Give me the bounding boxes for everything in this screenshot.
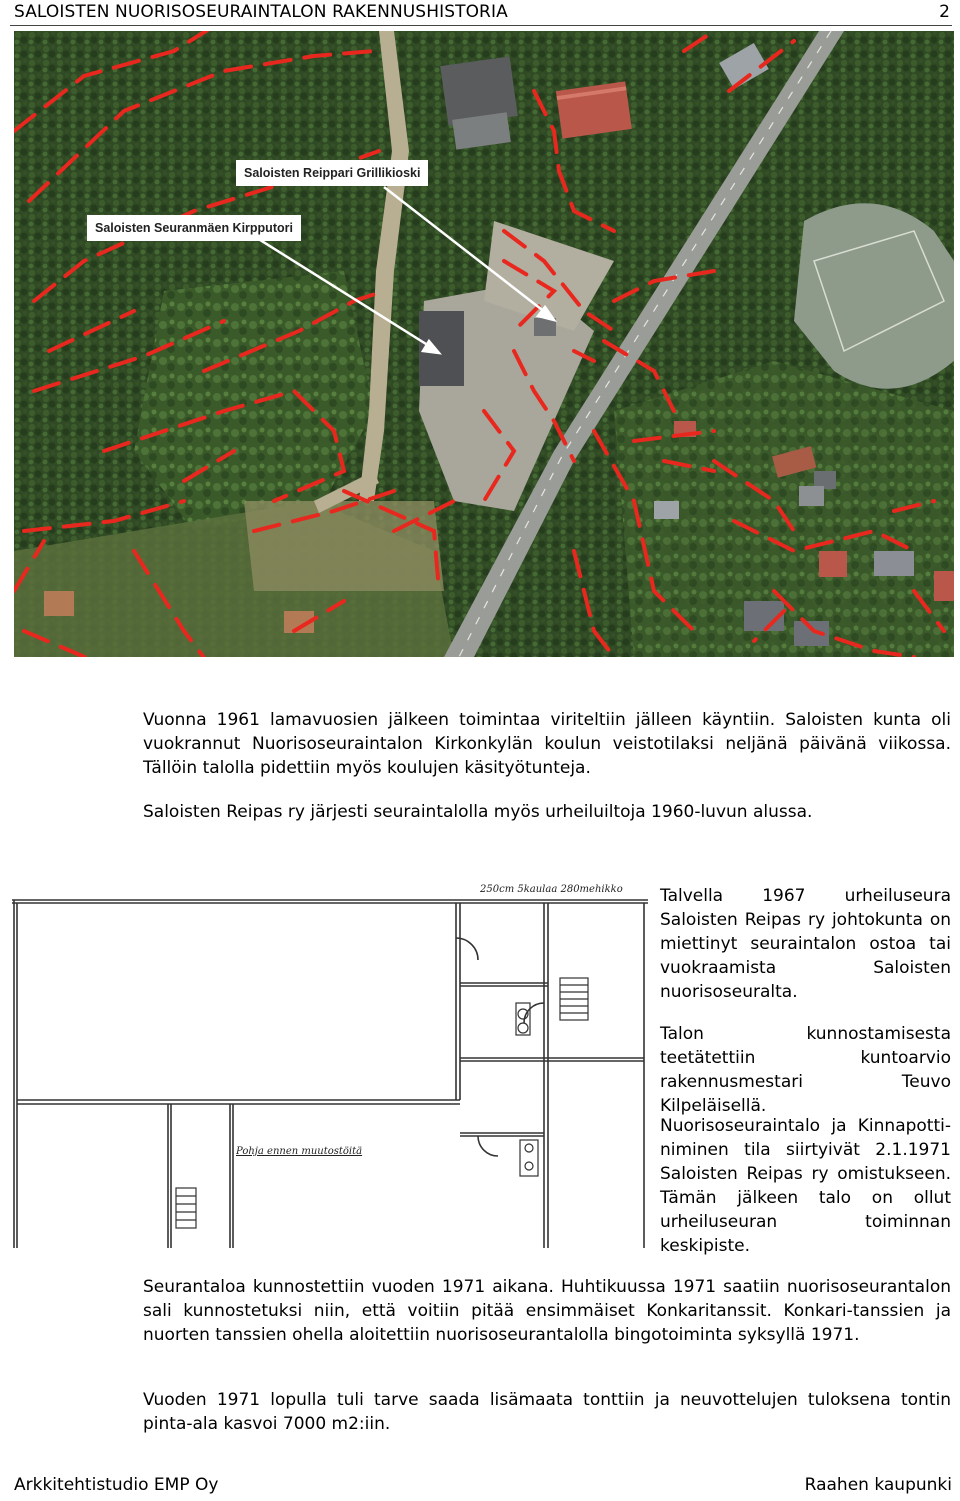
intro-paragraph-2-text: Saloisten Reipas ry järjesti seuraintalolla myös urheiluiltoja 1960-luvun alussa.	[143, 802, 813, 822]
side-paragraph-3: Nuorisoseuraintalo ja Kinnapotti-niminen tila siirtyivät 2.1.1971 Saloisten Reipas ry omistukseen. Tämän jälkeen talo on ollut urheiluseuran toiminnan keskipiste.	[660, 1116, 951, 1256]
side-paragraph-2: Talon kunnostamisesta teetätettiin kuntoarvio rakennusmestari Teuvo Kilpeläisellä.	[660, 1024, 951, 1116]
floor-plan-drawing	[8, 878, 648, 1253]
intro-paragraph-1-text: Vuonna 1961 lamavuosien jälkeen toimintaa viriteltiin jälleen käyntiin. Saloisten kunta oli vuokrannut Nuorisoseuraintalon Kirkonkylän koulun veistotilaksi neljänä päivänä viikossa. Tällöin talolla pidettiin myös koulujen käsityötunteja.	[143, 710, 951, 778]
floor-plan-svg	[8, 878, 648, 1253]
map-label-grillikioski: Saloisten Reippari Grillikioski	[236, 160, 428, 186]
floor-plan-title: Pohja ennen muutostöitä	[236, 1146, 363, 1157]
body-paragraph-2: Vuoden 1971 lopulla tuli tarve saada lisämaata tonttiin ja neuvottelujen tuloksena tontin pinta-ala kasvoi 7000 m2:iin.	[143, 1390, 951, 1434]
map-label-kirpputori: Saloisten Seuranmäen Kirpputori	[87, 215, 301, 241]
aerial-photo	[14, 31, 954, 657]
page-number: 2	[939, 2, 950, 22]
header-divider	[10, 25, 952, 26]
intro-paragraph-1	[143, 708, 951, 780]
footer-company: Arkkitehtistudio EMP Oy	[14, 1475, 219, 1495]
document-header-title: SALOISTEN NUORISOSEURAINTALON RAKENNUSHISTORIA	[14, 2, 508, 22]
body-paragraph-1: Seurantaloa kunnostettiin vuoden 1971 aikana. Huhtikuussa 1971 saatiin nuorisoseurantalon sali kunnostetuksi niin, että voitiin pitää ensimmäiset Konkaritanssit. Konkari-tanssien ja nuorten tanssien ohella aloitettiin nuorisoseurantalolla bingotoiminta syksyllä 1971.	[143, 1277, 951, 1345]
side-paragraph-1: Talvella 1967 urheiluseura Saloisten Reipas ry johtokunta on miettinyt seuraintalon ostoa tai vuokraamista Saloisten nuorisoseuralta.	[660, 886, 951, 1002]
floor-plan-note-top: 250cm 5kaulaa 280mehikko	[480, 884, 623, 895]
aerial-photo-drawing	[14, 31, 954, 657]
intro-paragraph-2	[143, 800, 951, 824]
footer-city: Raahen kaupunki	[804, 1475, 952, 1495]
